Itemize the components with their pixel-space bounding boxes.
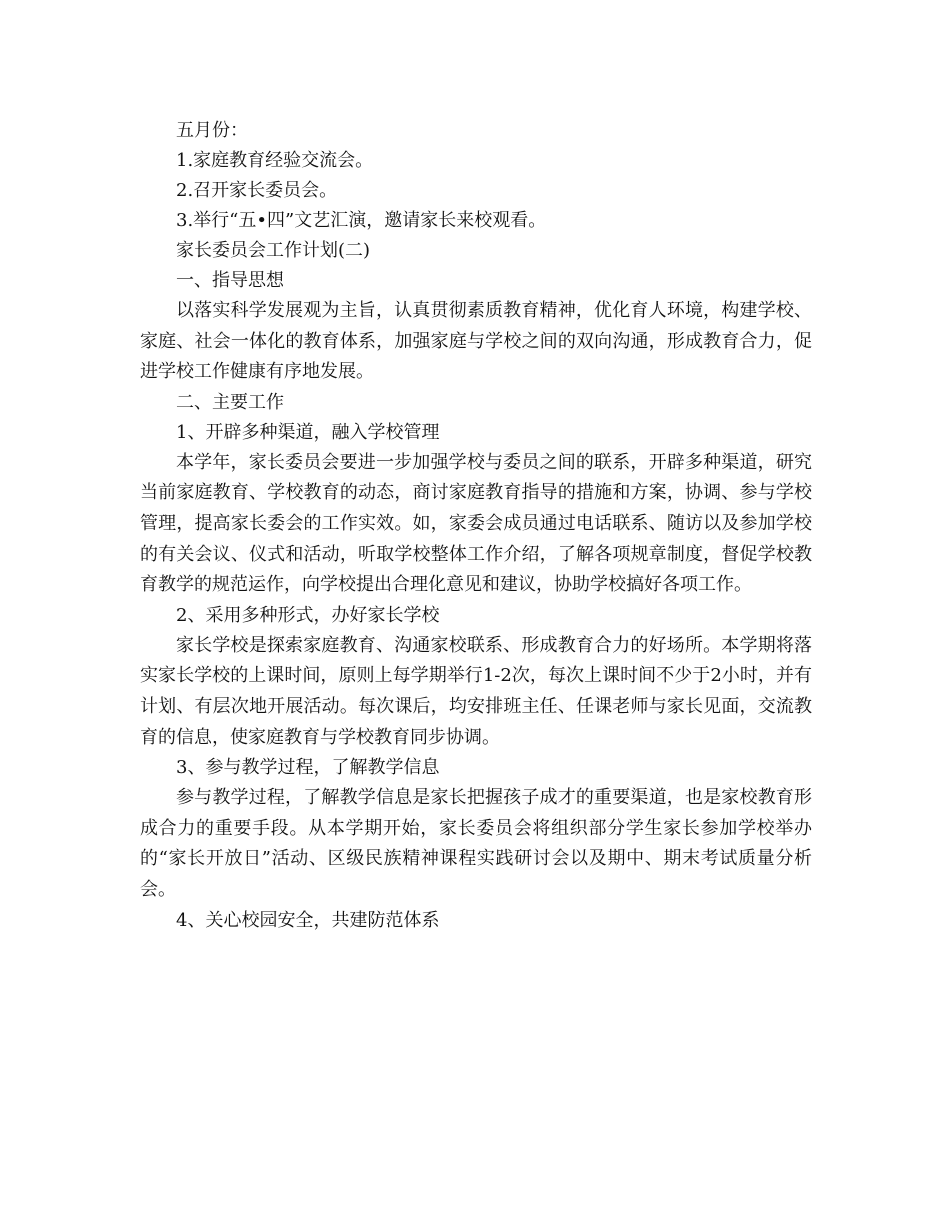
heading-item-4: 4、关心校园安全，共建防范体系	[176, 909, 440, 931]
heading-guiding-ideology: 一、指导思想	[176, 270, 284, 291]
document-title: 家长委员会工作计划(二)	[176, 240, 371, 261]
list-item-2: 2.召开家长委员会。	[176, 180, 338, 201]
section-label-may: 五月份：	[176, 120, 248, 141]
document-body	[140, 116, 812, 936]
list-item-3: 3.举行“五•四”文艺汇演，邀请家长来校观看。	[176, 210, 547, 231]
paragraph-guiding-ideology: 以落实科学发展观为主旨，认真贯彻素质教育精神，优化育人环境，构建学校、家庭、社会一体化的教育体系，加强家庭与学校之间的双向沟通，形成教育合力，促进学校工作健康有序地发展。	[140, 300, 812, 383]
list-item-1: 1.家庭教育经验交流会。	[176, 150, 374, 171]
heading-item-1: 1、开辟多种渠道，融入学校管理	[176, 421, 440, 443]
heading-main-work: 二、主要工作	[176, 391, 284, 413]
heading-item-3: 3、参与教学过程，了解教学信息	[176, 757, 440, 779]
paragraph-item-3: 参与教学过程，了解教学信息是家长把握孩子成才的重要渠道，也是家校教育形成合力的重要手段。从本学期开始，家长委员会将组织部分学生家长参加学校举办的“家长开放日”活动、区级民族精神课程实践研讨会以及期中、期末考试质量分析会。	[140, 787, 812, 900]
paragraph-item-2: 家长学校是探索家庭教育、沟通家校联系、形成教育合力的好场所。本学期将落实家长学校的上课时间，原则上每学期举行1-2次，每次上课时间不少于2小时，并有计划、有层次地开展活动。每次课后，均安排班主任、任课老师与家长见面，交流教育的信息，使家庭教育与学校教育同步协调。	[140, 634, 812, 748]
paragraph-item-1: 本学年，家长委员会要进一步加强学校与委员之间的联系，开辟多种渠道，研究当前家庭教育、学校教育的动态，商讨家庭教育指导的措施和方案，协调、参与学校管理，提高家长委会的工作实效。如，家委会成员通过电话联系、随访以及参加学校的有关会议、仪式和活动，听取学校整体工作介绍，了解各项规章制度，督促学校教育教学的规范运作，向学校提出合理化意见和建议，协助学校搞好各项工作。	[140, 451, 812, 596]
heading-item-2: 2、采用多种形式，办好家长学校	[176, 604, 440, 626]
